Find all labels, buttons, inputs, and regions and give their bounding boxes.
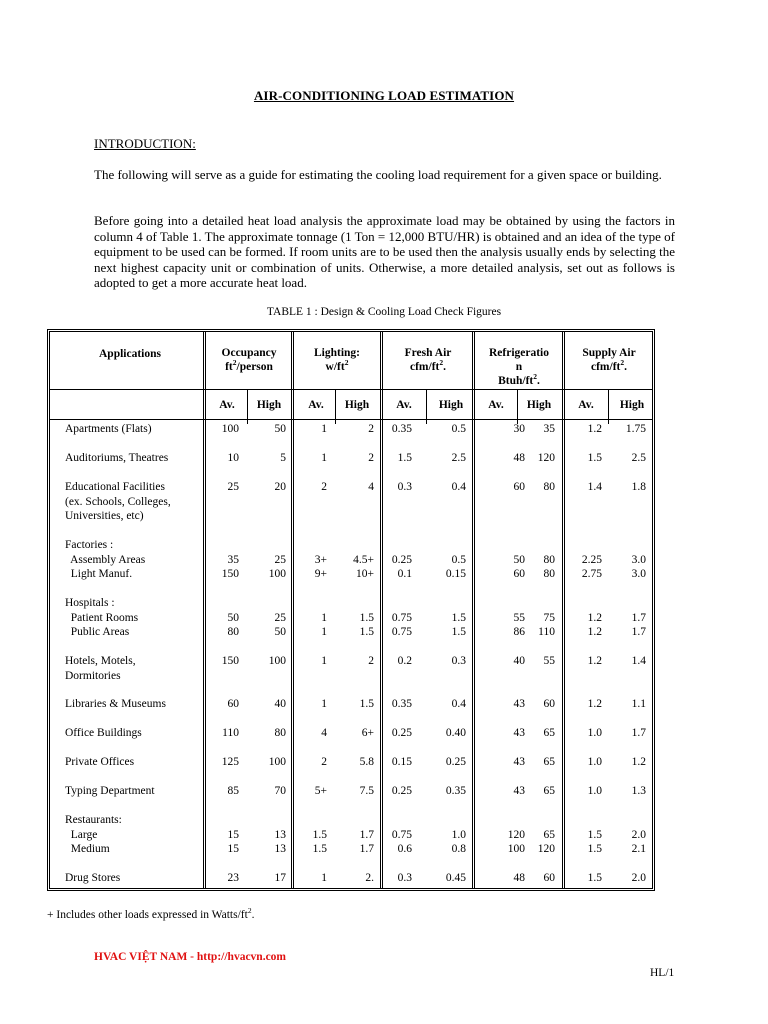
header-fresh-air: Fresh Air cfm/$ft^2$.: [404, 347, 452, 373]
table-cell: 75: [543, 611, 555, 624]
intro-paragraph-2: Before going into a detailed heat load analysis the approximate load may be obtained by using the factors in column 4 of Table 1. The approximate tonnage (1 Ton = 12,000 BTU/HR) is obtained and an idea of the type of equipment to be used can be formed. If room units are to be used then the analysis usually ends by selecting the next highest capacity unit or combination of units. Otherwise, a more detailed analysis, set out as follows is adopted to get a more accurate heat load.: [94, 213, 675, 291]
table-cell: 1.7: [631, 727, 646, 739]
subheader-high: High: [344, 399, 370, 411]
table-cell: 70: [274, 785, 286, 797]
table-cell: 13: [274, 843, 286, 855]
table-cell: 1.5: [451, 611, 466, 624]
table-cell: 100: [268, 756, 286, 768]
table-cell: 1.2: [587, 626, 602, 638]
header-supply-air: Supply Air cfm/$ft^2$.: [582, 347, 636, 373]
table-cell: 0.25: [391, 785, 412, 797]
table-cell: 60: [543, 872, 555, 884]
table-cell: 0.3: [397, 872, 412, 884]
subcolumn-divider: [608, 389, 609, 424]
table-cell: 100: [268, 655, 286, 667]
application-name: Hotels, Motels,: [65, 655, 136, 667]
table-cell: 5: [280, 452, 286, 464]
table-cell: 80: [274, 727, 286, 739]
intro-paragraph-1: The following will serve as a guide for estimating the cooling load requirement for a given space or building.: [94, 167, 662, 182]
table-cell: 0.6: [397, 843, 412, 855]
table-cell: 1.75: [625, 423, 646, 435]
table-cell: 0.15: [391, 756, 412, 768]
table-cell: 1: [321, 655, 327, 667]
table-cell: 1: [321, 452, 327, 464]
header-refrigeration: Refrigeratio n Btuh/$ft^2$.: [488, 347, 550, 387]
subcolumn-divider: [517, 389, 518, 424]
table-cell: 2: [321, 756, 327, 768]
table-cell: 0.25: [391, 553, 412, 566]
table-cell: 1.5: [312, 828, 327, 841]
table-cell: 150: [221, 655, 239, 667]
table-cell: 1.0: [451, 828, 466, 841]
table-cell: 0.25: [391, 727, 412, 739]
table-cell: 55: [543, 655, 555, 667]
table-caption: TABLE 1 : Design & Cooling Load Check Figures: [266, 306, 502, 318]
application-name: Restaurants:: [65, 814, 122, 826]
table-cell: 43: [513, 756, 525, 768]
table-cell: 43: [513, 785, 525, 797]
application-name: Assembly Areas: [65, 553, 146, 566]
table-cell: 1.7: [359, 843, 374, 855]
table-cell: 0.5: [451, 553, 466, 566]
table-cell: 10: [227, 452, 239, 464]
table-cell: 0.15: [445, 568, 466, 580]
subheader-av: Av.: [488, 399, 504, 411]
table-cell: 1: [321, 698, 327, 710]
table-cell: 2: [368, 655, 374, 667]
table-cell: 1.0: [587, 756, 602, 768]
table-cell: 65: [543, 828, 555, 841]
application-name: Private Offices: [65, 756, 135, 768]
application-name: Drug Stores: [65, 872, 121, 884]
table-cell: 80: [543, 481, 555, 493]
subheader-av: Av.: [396, 399, 412, 411]
subcolumn-divider: [247, 389, 248, 424]
table-cell: 5.8: [359, 756, 374, 768]
table-cell: 1.1: [631, 698, 646, 710]
table-cell: 2: [368, 423, 374, 435]
table-cell: 100: [507, 843, 525, 855]
table-cell: 0.25: [445, 756, 466, 768]
table-cell: 100: [221, 423, 239, 435]
table-cell: 2.0: [631, 872, 646, 884]
table-cell: 65: [543, 785, 555, 797]
intro-heading: INTRODUCTION:: [94, 136, 196, 151]
table-cell: 1.2: [587, 423, 602, 435]
table-cell: 4.5+: [353, 553, 374, 566]
table-cell: 25: [227, 481, 239, 493]
table-cell: 1.0: [587, 727, 602, 739]
subheader-high: High: [619, 399, 645, 411]
table-cell: 1.3: [631, 785, 646, 797]
application-name: Public Areas: [65, 626, 130, 638]
subcolumn-divider: [426, 389, 427, 424]
header-applications: Applications: [99, 348, 161, 360]
subheader-av: Av.: [578, 399, 594, 411]
table-cell: 60: [513, 568, 525, 580]
table-cell: 2: [321, 481, 327, 493]
subheader-high: High: [256, 399, 282, 411]
application-name: Hospitals :: [65, 597, 115, 609]
application-name: Educational Facilities: [65, 481, 165, 493]
header-divider: [50, 389, 652, 390]
table-cell: 80: [543, 568, 555, 580]
application-name: Large: [65, 828, 98, 841]
table-cell: 0.40: [445, 727, 466, 739]
table-cell: 100: [268, 568, 286, 580]
table-cell: 1.4: [631, 655, 646, 667]
table-cell: 0.1: [397, 568, 412, 580]
table-cell: 1.2: [587, 655, 602, 667]
application-name: Libraries & Museums: [65, 698, 166, 710]
page-title: AIR-CONDITIONING LOAD ESTIMATION: [253, 88, 515, 103]
table-cell: 1.5: [587, 843, 602, 855]
table-cell: 1.2: [587, 698, 602, 710]
table-cell: 50: [274, 626, 286, 638]
application-name: Patient Rooms: [65, 611, 139, 624]
table-cell: 25: [274, 553, 286, 566]
table-cell: 120: [507, 828, 525, 841]
table-cell: 85: [227, 785, 239, 797]
table-cell: 1.5: [312, 843, 327, 855]
table-cell: 0.8: [451, 843, 466, 855]
table-cell: 2.1: [631, 843, 646, 855]
table-cell: 50: [513, 553, 525, 566]
table-cell: 1.2: [587, 611, 602, 624]
table-cell: 1: [321, 611, 327, 624]
application-name: Universities, etc): [65, 510, 144, 522]
table-cell: 0.35: [391, 698, 412, 710]
table-cell: 20: [274, 481, 286, 493]
application-name: Office Buildings: [65, 727, 142, 739]
application-name: Dormitories: [65, 669, 121, 682]
table-cell: 50: [227, 611, 239, 624]
table-cell: 40: [274, 698, 286, 710]
table-cell: 2.5: [631, 452, 646, 464]
table-cell: 55: [513, 611, 525, 624]
page-number: HL/1: [650, 967, 675, 979]
subheader-high: High: [526, 399, 552, 411]
table-cell: 60: [543, 698, 555, 710]
table-cell: 1.8: [631, 481, 646, 493]
table-cell: 1.5: [451, 626, 466, 638]
table-cell: 6+: [361, 727, 374, 739]
brand-link[interactable]: HVAC VIỆT NAM - http://hvacvn.com: [94, 951, 287, 963]
table-cell: 3.0: [631, 553, 646, 566]
table-cell: 0.45: [445, 872, 466, 884]
table-cell: 1: [321, 423, 327, 435]
table-cell: 0.5: [451, 423, 466, 435]
table-cell: 2.75: [581, 568, 602, 580]
table-cell: 0.75: [391, 828, 412, 841]
table-cell: 1.5: [587, 828, 602, 841]
table-cell: 150: [221, 568, 239, 580]
application-name: Auditoriums, Theatres: [65, 452, 169, 464]
table-cell: 48: [513, 872, 525, 884]
table-cell: 15: [227, 843, 239, 855]
table-cell: 1.5: [359, 611, 374, 624]
application-name: Factories :: [65, 539, 114, 551]
table-cell: 1.2: [631, 756, 646, 768]
table-cell: 50: [274, 423, 286, 435]
table-cell: 0.3: [451, 655, 466, 667]
table-cell: 10+: [356, 568, 374, 580]
table-cell: 40: [513, 655, 525, 667]
application-name: Typing Department: [65, 785, 155, 797]
table-cell: 60: [513, 481, 525, 493]
table-cell: 1.7: [631, 611, 646, 624]
table-cell: 65: [543, 756, 555, 768]
table-cell: 2.5: [451, 452, 466, 464]
table-cell: 7.5: [359, 785, 374, 797]
application-name: Light Manuf.: [65, 568, 133, 580]
subheader-divider: [50, 419, 652, 420]
table-cell: 43: [513, 727, 525, 739]
table-cell: 80: [543, 553, 555, 566]
table-cell: 1.5: [359, 698, 374, 710]
table-cell: 0.35: [445, 785, 466, 797]
table-cell: 1.5: [587, 872, 602, 884]
table-cell: 1.5: [587, 452, 602, 464]
column-divider: [472, 332, 475, 888]
table-cell: 0.2: [397, 655, 412, 667]
table-cell: 1.5: [397, 452, 412, 464]
application-name: (ex. Schools, Colleges,: [65, 495, 171, 508]
table-cell: 80: [227, 626, 239, 638]
application-name: Medium: [65, 843, 110, 855]
table-cell: 120: [537, 452, 555, 464]
table-cell: 35: [543, 423, 555, 435]
table-cell: 0.75: [391, 611, 412, 624]
table-cell: 3.0: [631, 568, 646, 580]
footnote: + Includes other loads expressed in Watts/$ft^2$.: [47, 906, 255, 921]
header-occupancy: Occupancy $ft^2$/person: [221, 347, 277, 373]
table-cell: 125: [221, 756, 239, 768]
table-cell: 4: [321, 727, 327, 739]
table-cell: 9+: [314, 568, 327, 580]
table-cell: 2.25: [581, 553, 602, 566]
table-cell: 2.: [365, 872, 374, 884]
table-cell: 86: [513, 626, 525, 638]
table-cell: 0.3: [397, 481, 412, 493]
table-cell: 23: [227, 872, 239, 884]
table-cell: 1.4: [587, 481, 602, 493]
table-cell: 2: [368, 452, 374, 464]
table-cell: 2.0: [631, 828, 646, 841]
table-cell: 3+: [314, 553, 327, 566]
table-cell: 0.4: [451, 481, 466, 493]
table-cell: 1.0: [587, 785, 602, 797]
table-cell: 17: [274, 872, 286, 884]
table-cell: 65: [543, 727, 555, 739]
table-cell: 0.75: [391, 626, 412, 638]
table-cell: 4: [368, 481, 374, 493]
table-cell: 43: [513, 698, 525, 710]
table-cell: 0.4: [451, 698, 466, 710]
table-cell: 1: [321, 872, 327, 884]
header-lighting: Lighting: $w/ft^2$: [313, 347, 360, 373]
subheader-av: Av.: [219, 399, 235, 411]
table-cell: 120: [537, 843, 555, 855]
table-cell: 5+: [314, 785, 327, 797]
application-name: Apartments (Flats): [65, 423, 152, 435]
subheader-high: High: [438, 399, 464, 411]
table-cell: 60: [227, 698, 239, 710]
table-cell: 48: [513, 452, 525, 464]
table-cell: 30: [513, 423, 525, 435]
table-cell: 1: [321, 626, 327, 638]
table-cell: 15: [227, 828, 239, 841]
table-cell: 0.35: [391, 423, 412, 435]
table-cell: 110: [538, 626, 555, 638]
subheader-av: Av.: [308, 399, 324, 411]
table-cell: 1.5: [359, 626, 374, 638]
table-cell: 35: [227, 553, 239, 566]
table-cell: 1.7: [631, 626, 646, 638]
table-cell: 110: [222, 727, 239, 739]
table-cell: 13: [274, 828, 286, 841]
table-cell: 1.7: [359, 828, 374, 841]
table-cell: 25: [274, 611, 286, 624]
